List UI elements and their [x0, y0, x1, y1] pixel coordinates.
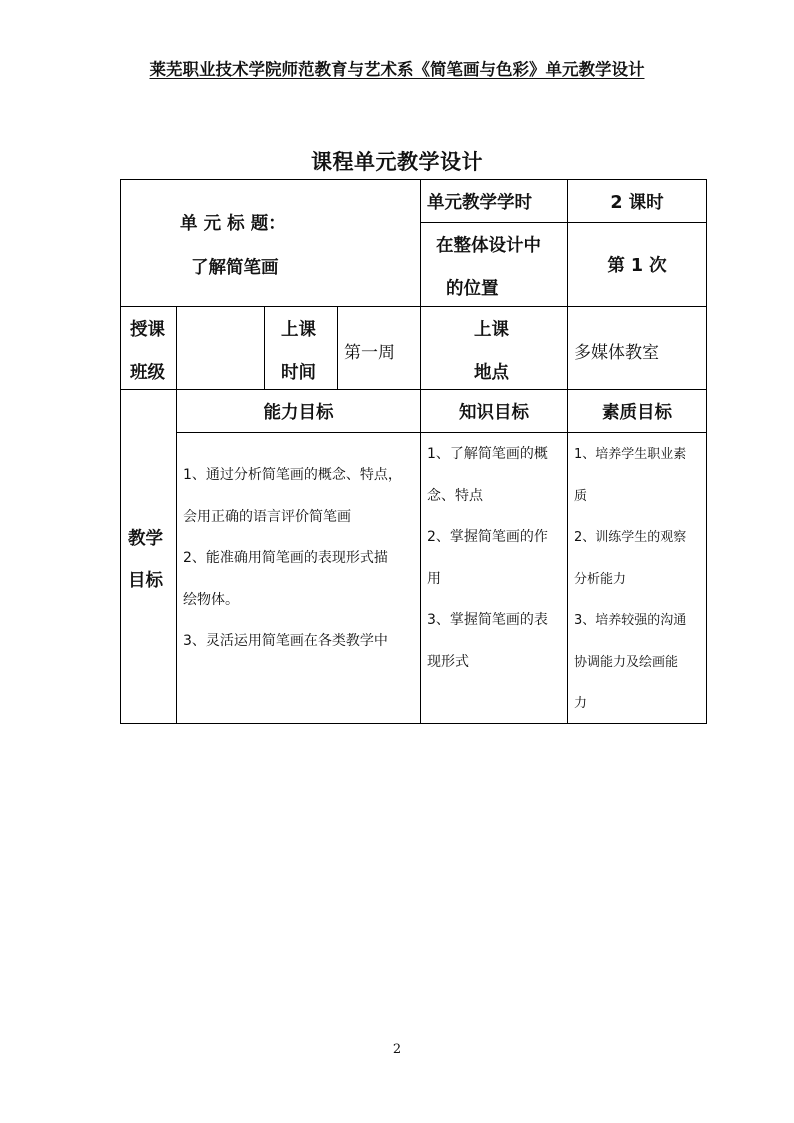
time-label-line1: 上课	[281, 320, 316, 340]
knowledge-header: 知识目标	[459, 402, 529, 423]
place-label-line2: 地点	[474, 363, 509, 383]
unit-title-label: 单 元 标 题：	[180, 214, 286, 234]
quality-line: 1、培养学生职业素	[574, 447, 687, 462]
knowledge-objectives	[427, 434, 567, 683]
quality-line: 力	[574, 696, 588, 711]
quality-line: 2、训练学生的观察	[574, 530, 687, 545]
time-label-line2: 时间	[281, 363, 316, 383]
ability-line: 会用正确的语言评价简笔画	[183, 508, 351, 525]
knowledge-line: 2、掌握简笔画的作	[427, 529, 548, 545]
ability-line: 绘物体。	[183, 591, 239, 608]
position-value: 第 1 次	[607, 256, 667, 276]
quality-line: 协调能力及绘画能	[574, 654, 679, 670]
knowledge-line: 3、掌握简笔画的表	[427, 612, 548, 628]
time-value: 第一周	[344, 343, 395, 363]
place-label-line1: 上课	[474, 320, 509, 340]
place-value: 多媒体教室	[574, 343, 659, 363]
quality-header: 素质目标	[602, 402, 672, 423]
ability-objectives	[183, 455, 419, 663]
document-header: 莱芜职业技术学院师范教育与艺术系《简笔画与色彩》单元教学设计	[149, 60, 645, 79]
ability-line: 1、通过分析简笔画的概念、特点，	[183, 467, 402, 483]
knowledge-line: 用	[427, 570, 441, 587]
quality-line: 质	[574, 488, 588, 504]
quality-objectives	[574, 434, 706, 725]
position-label-line1: 在整体设计中	[436, 236, 541, 256]
knowledge-line: 现形式	[427, 653, 469, 670]
objectives-label-line2: 目标	[128, 571, 163, 591]
knowledge-line: 1、了解简笔画的概	[427, 446, 548, 462]
ability-line: 3、灵活运用简笔画在各类教学中	[183, 633, 388, 649]
quality-line: 3、培养较强的沟通	[574, 613, 687, 628]
class-label-line1: 授课	[130, 320, 165, 340]
position-label-line2: 的位置	[446, 279, 499, 299]
objectives-label-line1: 教学	[128, 529, 163, 549]
page-title: 课程单元教学设计	[311, 150, 483, 174]
class-label-line2: 班级	[130, 363, 165, 383]
unit-hours-value: 2 课时	[610, 192, 664, 213]
quality-line: 分析能力	[574, 571, 627, 587]
unit-hours-label: 单元教学学时	[427, 192, 532, 213]
unit-title-value: 了解简笔画	[191, 258, 279, 278]
knowledge-line: 念、特点	[427, 487, 483, 504]
ability-line: 2、能准确用简笔画的表现形式描	[183, 550, 388, 566]
page-number: 2	[392, 1042, 402, 1057]
ability-header: 能力目标	[263, 402, 334, 423]
